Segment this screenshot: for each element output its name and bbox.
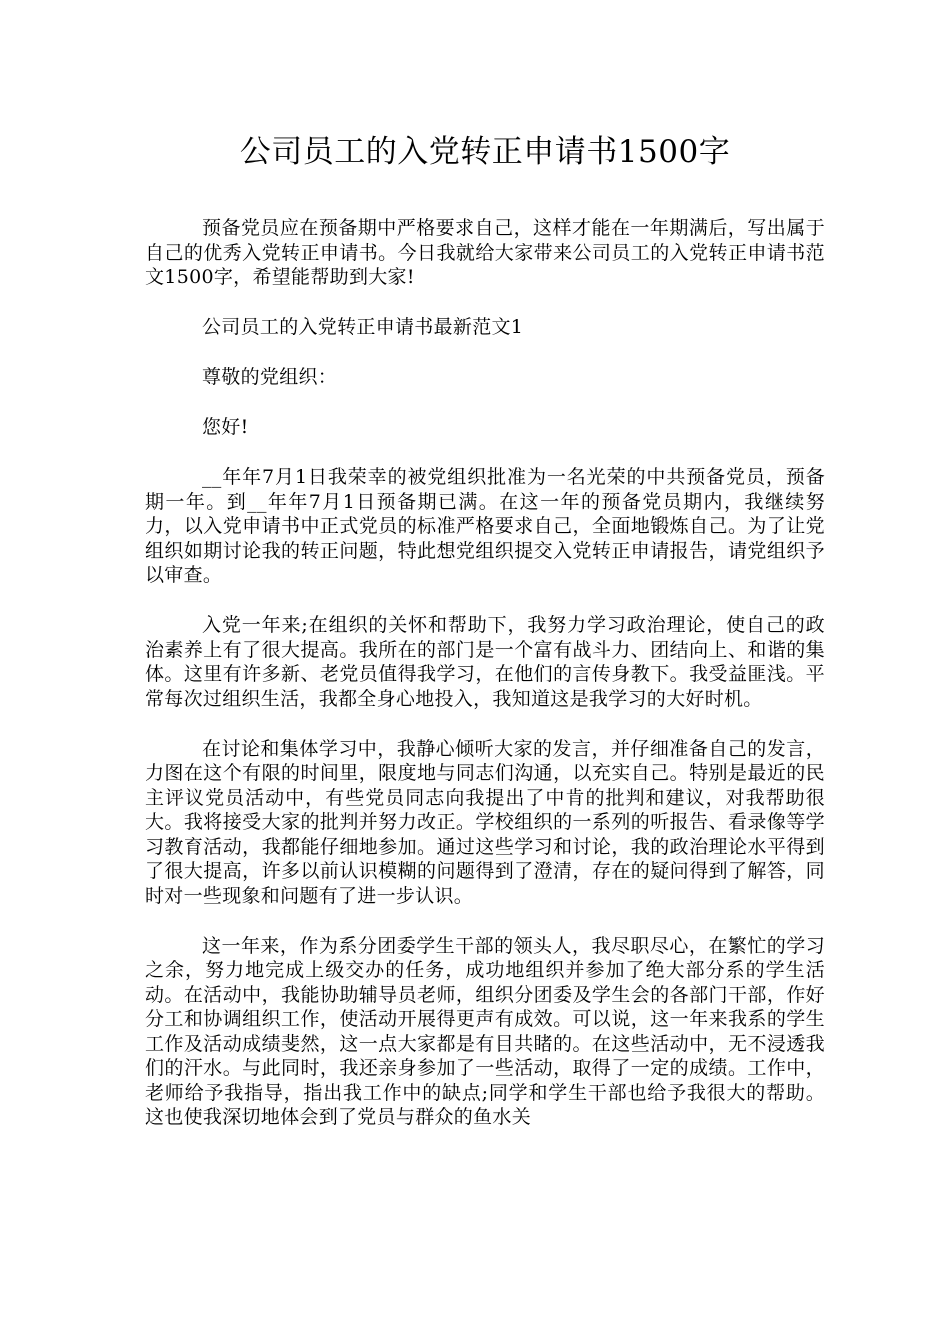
body-paragraph: 在讨论和集体学习中，我静心倾听大家的发言，并仔细准备自己的发言，力图在这个有限的时间里，限度地与同志们沟通，以充实自己。特别是最近的民主评议党员活动中，有些党员同志向我提出了中肯的批判和建议，对我帮助很大。我将接受大家的批判并努力改正。学校组织的一系列的听报告、看录像等学习教育活动，我都能仔细地参加。通过这些学习和讨论，我的政治理论水平得到了很大提高，许多以前认识模糊的问题得到了澄清，存在的疑问得到了解答，同时对一些现象和问题有了进一步认识。 bbox=[145, 737, 825, 907]
intro-paragraph: 预备党员应在预备期中严格要求自己，这样才能在一年期满后，写出属于自己的优秀入党转正申请书。今日我就给大家带来公司员工的入党转正申请书范文1500字，希望能帮助到大家! bbox=[145, 217, 825, 288]
salutation: 尊敬的党组织： bbox=[202, 366, 338, 388]
body-paragraph: __年年7月1日我荣幸的被党组织批准为一名光荣的中共预备党员，预备期一年。到__年年7月1日预备期已满。在这一年的预备党员期内，我继续努力，以入党申请书中正式党员的标准严格要求自己，全面地锻炼自己。为了让党组织如期讨论我的转正问题，特此想党组织提交入党转正申请报告，请党组织予以审查。 bbox=[145, 466, 825, 586]
section-heading: 公司员工的入党转正申请书最新范文1 bbox=[202, 316, 524, 338]
greeting: 您好! bbox=[202, 416, 249, 438]
body-paragraph: 入党一年来;在组织的关怀和帮助下，我努力学习政治理论，使自己的政治素养上有了很大提高。我所在的部门是一个富有战斗力、团结向上、和谐的集体。这里有许多新、老党员值得我学习，在他们的言传身教下。我受益匪浅。平常每次过组织生活，我都全身心地投入，我知道这是我学习的大好时机。 bbox=[145, 614, 825, 710]
body-paragraph: 这一年来，作为系分团委学生干部的领头人，我尽职尽心，在繁忙的学习之余，努力地完成上级交办的任务，成功地组织并参加了绝大部分系的学生活动。在活动中，我能协助辅导员老师，组织分团委及学生会的各部门干部，作好分工和协调组织工作，使活动开展得更声有成效。可以说，这一年来我系的学生工作及活动成绩斐然，这一点大家都是有目共睹的。在这些活动中，无不浸透我们的汗水。与此同时，我还亲身参加了一些活动，取得了一定的成绩。工作中，老师给予我指导，指出我工作中的缺点;同学和学生干部也给予我很大的帮助。这也使我深切地体会到了党员与群众的鱼水关 bbox=[145, 934, 825, 1128]
document-body bbox=[145, 216, 825, 1130]
document-page bbox=[145, 0, 825, 1130]
document-title: 公司员工的入党转正申请书1500字 bbox=[239, 134, 731, 170]
